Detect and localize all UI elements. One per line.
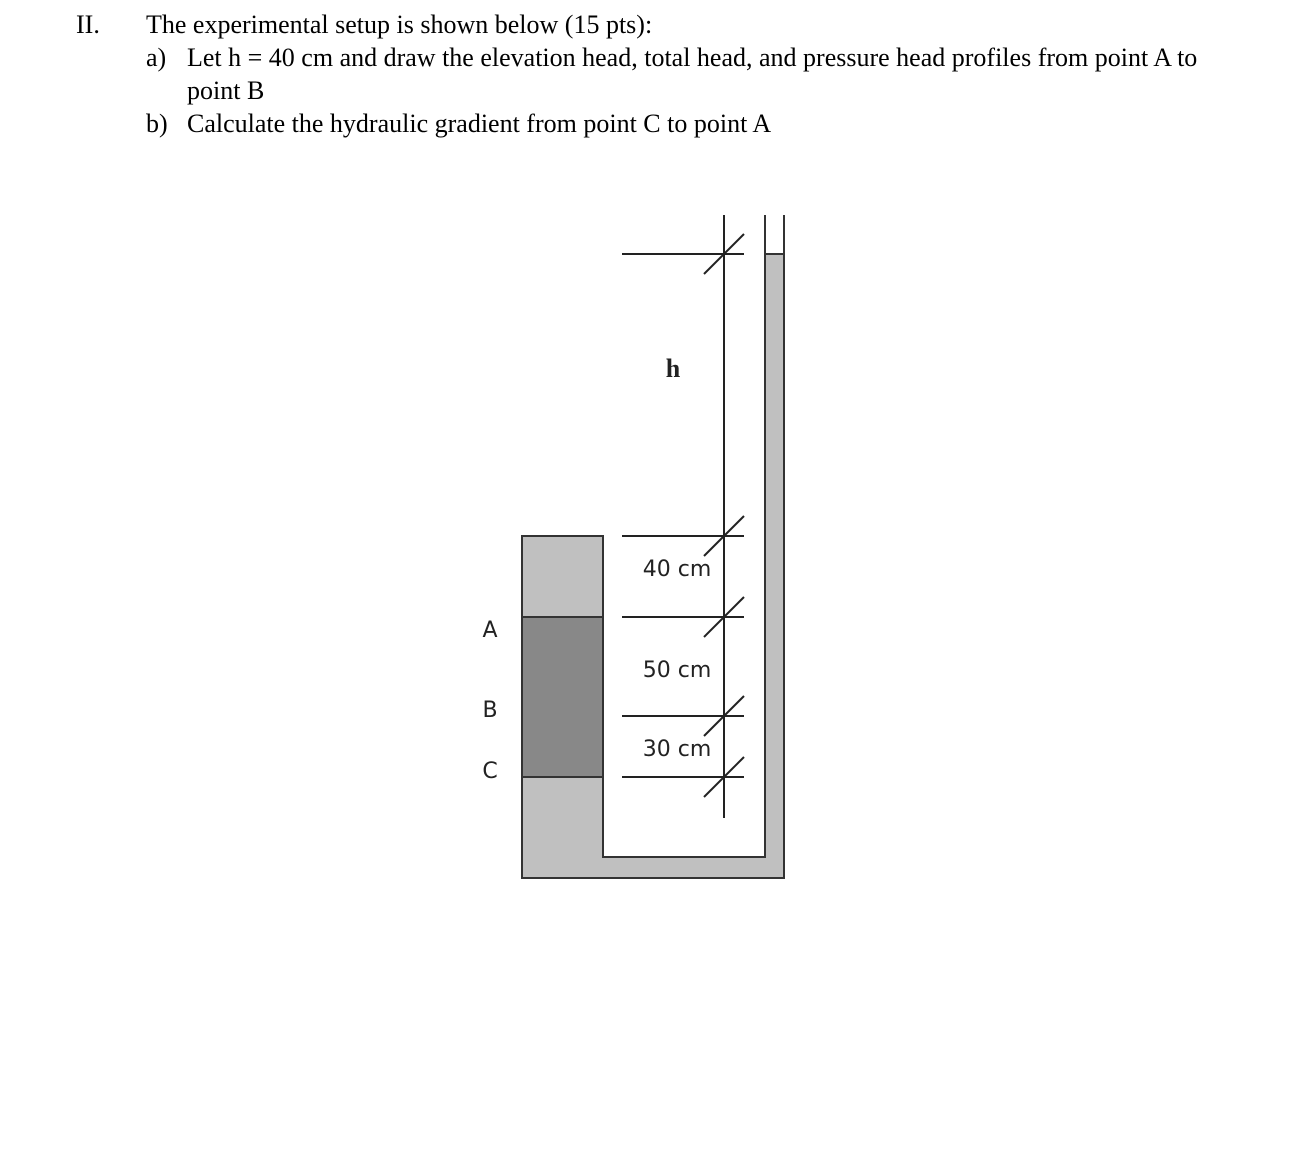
dimension-label-50: 50 cm bbox=[642, 658, 712, 683]
soil-sample bbox=[522, 617, 603, 777]
part-b-label: b) bbox=[146, 109, 168, 138]
upper-filter-block bbox=[522, 536, 603, 617]
point-label-b: B bbox=[482, 698, 498, 723]
problem-heading: The experimental setup is shown below (15 pts): bbox=[146, 10, 653, 39]
point-label-c: C bbox=[482, 759, 498, 784]
part-a-text: Let h = 40 cm and draw the elevation head, total head, and pressure head profiles from point A to point B bbox=[187, 43, 1198, 105]
part-a-label: a) bbox=[146, 43, 167, 72]
point-label-a: A bbox=[482, 618, 498, 643]
dimension-label-30: 30 cm bbox=[642, 737, 712, 762]
head-label-h: h bbox=[665, 354, 681, 383]
dimension-label-40: 40 cm bbox=[642, 557, 712, 582]
problem-number: II. bbox=[76, 10, 100, 39]
part-b-text: Calculate the hydraulic gradient from point C to point A bbox=[187, 109, 772, 138]
